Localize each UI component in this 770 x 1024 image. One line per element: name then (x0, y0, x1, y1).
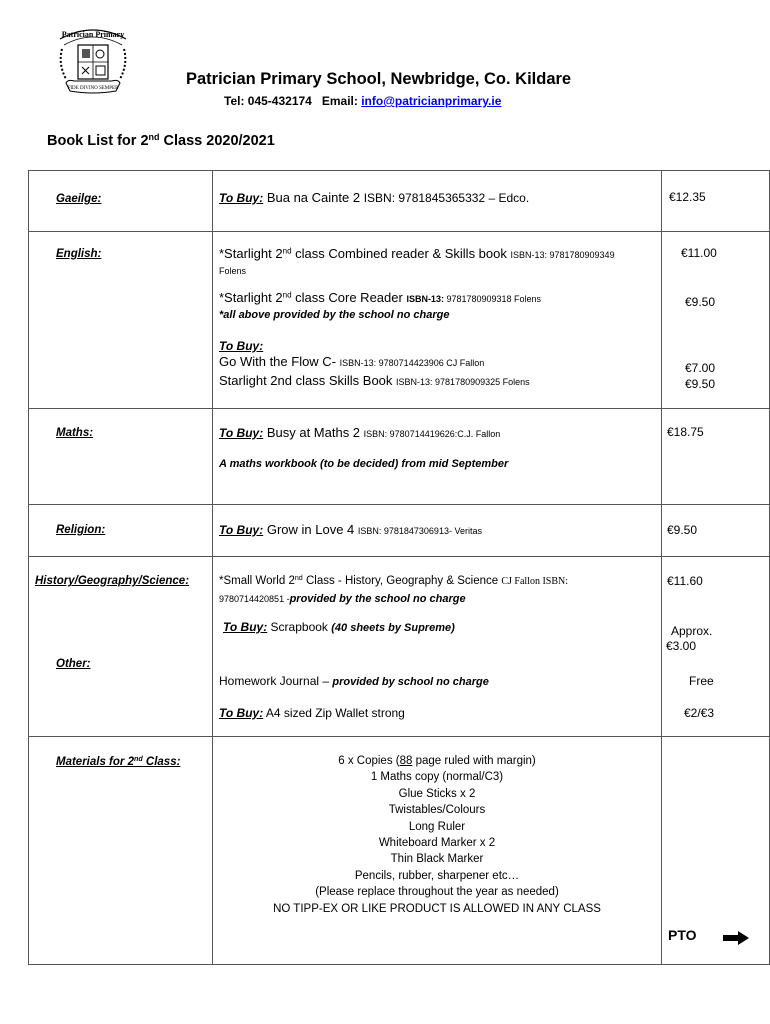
scrapbook-price-label: Approx. (671, 624, 713, 638)
contact-line (224, 94, 501, 108)
gaeilge-price: €12.35 (669, 190, 706, 204)
scrapbook-price: €3.00 (666, 639, 697, 653)
materials-item: Thin Black Marker (390, 853, 484, 866)
history-item-line-2: 9780714420851 -provided by the school no charge (219, 593, 466, 605)
english-item-3: Go With the Flow C- ISBN-13: 9780714423906 CJ Fallon (219, 354, 485, 369)
materials-item: NO TIPP-EX OR LIKE PRODUCT IS ALLOWED IN ANY CLASS (273, 902, 601, 915)
english-item-2: *Starlight 2nd class Core Reader ISBN-13: 9781780909318 Folens (219, 290, 542, 305)
english-item-4: Starlight 2nd class Skills Book ISBN-13: 9781780909325 Folens (219, 373, 530, 388)
email-link[interactable]: info@patricianprimary.ie (361, 94, 502, 108)
school-crest-logo (54, 19, 132, 97)
english-item-1: *Starlight 2nd class Combined reader & Skills book ISBN-13: 9781780909349 (219, 246, 615, 261)
materials-item: 1 Maths copy (normal/C3) (370, 771, 504, 784)
materials-item: Glue Sticks x 2 (398, 787, 476, 800)
history-price: €11.60 (667, 574, 703, 588)
svg-text:FIDE DIVINO SEMPER: FIDE DIVINO SEMPER (67, 86, 119, 91)
email-label: Email: (321, 94, 358, 108)
materials-item: Long Ruler (408, 820, 466, 833)
materials-item: Twistables/Colours (388, 804, 486, 817)
materials-copies: 6 x Copies (88 page ruled with margin) (338, 755, 536, 767)
materials-item: Pencils, rubber, sharpener etc… (354, 869, 520, 882)
other-item-1-price: Free (689, 674, 714, 688)
scrapbook-item: To Buy: Scrapbook (40 sheets by Supreme) (223, 620, 455, 634)
english-item-3-price: €7.00 (685, 361, 716, 375)
religion-item: To Buy: Grow in Love 4 ISBN: 9781847306913- Veritas (219, 522, 482, 537)
materials-list (213, 753, 661, 917)
right-arrow-icon (723, 931, 749, 945)
document-title: Book List for 2nd Class 2020/2021 (47, 132, 275, 149)
history-item: *Small World 2nd Class - History, Geography & Science CJ Fallon ISBN: (219, 574, 569, 587)
materials-item: Whiteboard Marker x 2 (378, 837, 496, 850)
subject-maths: Maths: (56, 427, 94, 439)
school-name: Patrician Primary School, Newbridge, Co. Kildare (186, 70, 572, 88)
pto-label: PTO (668, 927, 697, 943)
book-list-table (28, 170, 770, 965)
religion-price: €9.50 (667, 523, 698, 537)
materials-item: (Please replace throughout the year as needed) (315, 886, 559, 899)
maths-item: To Buy: Busy at Maths 2 ISBN: 9780714419626:C.J. Fallon (219, 425, 501, 440)
subject-history-geography-science: History/Geography/Science: (35, 575, 190, 587)
svg-text:Patrician Primary: Patrician Primary (61, 30, 125, 39)
subject-other: Other: (56, 658, 91, 670)
english-to-buy: To Buy: (219, 339, 264, 353)
maths-note: A maths workbook (to be decided) from mid September (219, 458, 509, 470)
other-item-2-price: €2/€3 (684, 706, 715, 720)
subject-materials: Materials for 2nd Class: (56, 755, 181, 768)
english-item-2-price: €9.50 (685, 295, 716, 309)
telephone: Tel: 045-432174 (224, 94, 312, 108)
english-item-4-price: €9.50 (685, 377, 716, 391)
subject-religion: Religion: (56, 524, 106, 536)
english-item-1-publisher: Folens (219, 266, 247, 276)
gaeilge-item: To Buy: Bua na Cainte 2 ISBN: 9781845365332 – Edco. (219, 190, 530, 205)
english-item-1-price: €11.00 (681, 246, 717, 260)
other-item-2: To Buy: A4 sized Zip Wallet strong (219, 706, 405, 720)
english-note: *all above provided by the school no charge (219, 309, 450, 321)
subject-english: English: (56, 248, 102, 260)
maths-price: €18.75 (667, 425, 704, 439)
subject-gaeilge: Gaeilge: (56, 193, 102, 205)
other-item-1: Homework Journal – provided by school no charge (219, 674, 489, 688)
